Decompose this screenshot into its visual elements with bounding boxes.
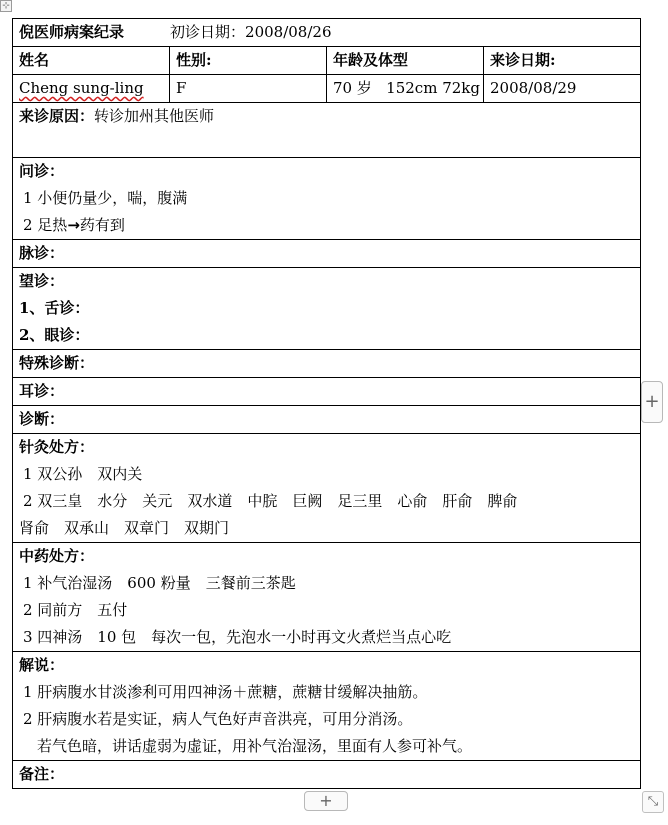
right-arrow-icon: → [67,216,80,234]
info-header-row [13,47,641,75]
add-column-button[interactable]: + [641,381,663,423]
age-header[interactable]: 年龄及体型 [327,47,484,75]
inquiry-line-2 [19,212,634,239]
patient-age: 70 岁 [333,79,372,97]
herbal-row [13,543,641,652]
herbal-line-1: 1 补气治湿汤 600 粉量 三餐前三茶匙 [23,574,296,592]
info-value-row [13,75,641,103]
special-row [13,350,641,378]
ear-label: 耳诊： [19,382,65,400]
acupuncture-line-3: 肾俞 双承山 双章门 双期门 [19,519,230,537]
inquiry-line-2-text: 2 足热 [23,216,68,234]
pulse-label: 脉诊： [19,244,65,262]
inquiry-cell[interactable] [13,158,641,240]
explanation-cell[interactable] [13,652,641,761]
pulse-row [13,240,641,268]
diagnosis-cell[interactable] [13,406,641,434]
patient-body: 152cm 72kg [386,79,480,97]
pulse-cell[interactable] [13,240,641,268]
acupuncture-line-2: 2 双三皇 水分 关元 双水道 中脘 巨阙 足三里 心俞 肝俞 脾俞 [23,492,518,510]
title-cell[interactable] [13,19,641,47]
visit-date: 2008/08/29 [490,79,577,97]
ear-cell[interactable] [13,378,641,406]
acupuncture-row [13,434,641,543]
sex-cell[interactable] [170,75,327,103]
diagnosis-row [13,406,641,434]
acupuncture-label: 针灸处方： [19,438,95,456]
explanation-line-1: 1 肝病腹水甘淡渗利可用四神汤＋蔗糖，蔗糖甘缓解决抽筋。 [23,683,428,701]
acupuncture-line-1: 1 双公孙 双内关 [23,465,143,483]
inquiry-line-1: 1 小便仍量少，喘，腹满 [23,189,188,207]
inquiry-label: 问诊： [19,162,65,180]
eye-label: 2、眼诊： [19,326,90,344]
inquiry-row [13,158,641,240]
first-visit-date: 2008/08/26 [245,23,332,41]
inquiry-line-2-result: 药有到 [79,216,125,234]
notes-label: 备注： [19,765,65,783]
herbal-line-2: 2 同前方 五付 [23,601,128,619]
explanation-label: 解说： [19,656,65,674]
tongue-label: 1、舌诊： [19,299,90,317]
ear-row [13,378,641,406]
medical-record-table [12,18,641,789]
table-move-handle[interactable]: ⊹ [0,0,12,12]
herbal-line-3: 3 四神汤 10 包 每次一包，先泡水一小时再文火煮烂当点心吃 [23,628,452,646]
special-cell[interactable] [13,350,641,378]
reason-cell[interactable] [13,103,641,158]
visit-date-header[interactable]: 来诊日期: [484,47,641,75]
inspection-cell[interactable] [13,268,641,350]
name-cell[interactable] [13,75,170,103]
name-header[interactable]: 姓名 [13,47,170,75]
reason-value: 转诊加州其他医师 [94,107,215,125]
notes-cell[interactable] [13,761,641,789]
notes-row [13,761,641,789]
inspection-row [13,268,641,350]
herbal-label: 中药处方： [19,547,95,565]
explanation-line-3: 若气色暗，讲话虚弱为虚证，用补气治湿汤，里面有人参可补气。 [37,737,473,755]
diagnosis-label: 诊断： [19,410,65,428]
title-row [13,19,641,47]
reason-label: 来诊原因： [19,107,95,125]
patient-sex: F [176,79,187,97]
herbal-cell[interactable] [13,543,641,652]
table-resize-icon[interactable]: ⤡ [642,791,664,813]
special-label: 特殊诊断： [19,354,95,372]
acupuncture-cell[interactable] [13,434,641,543]
age-cell[interactable] [327,75,484,103]
explanation-row [13,652,641,761]
reason-row [13,103,641,158]
sex-header[interactable]: 性别: [170,47,327,75]
record-title: 倪医师病案纪录 [19,23,125,41]
explanation-line-2: 2 肝病腹水若是实证，病人气色好声音洪亮，可用分消汤。 [23,710,413,728]
patient-name: Cheng sung-ling [19,79,144,97]
first-visit-label: 初诊日期： [170,23,246,41]
add-row-button[interactable]: + [304,791,348,811]
visit-date-cell[interactable] [484,75,641,103]
inspection-label: 望诊： [19,272,65,290]
